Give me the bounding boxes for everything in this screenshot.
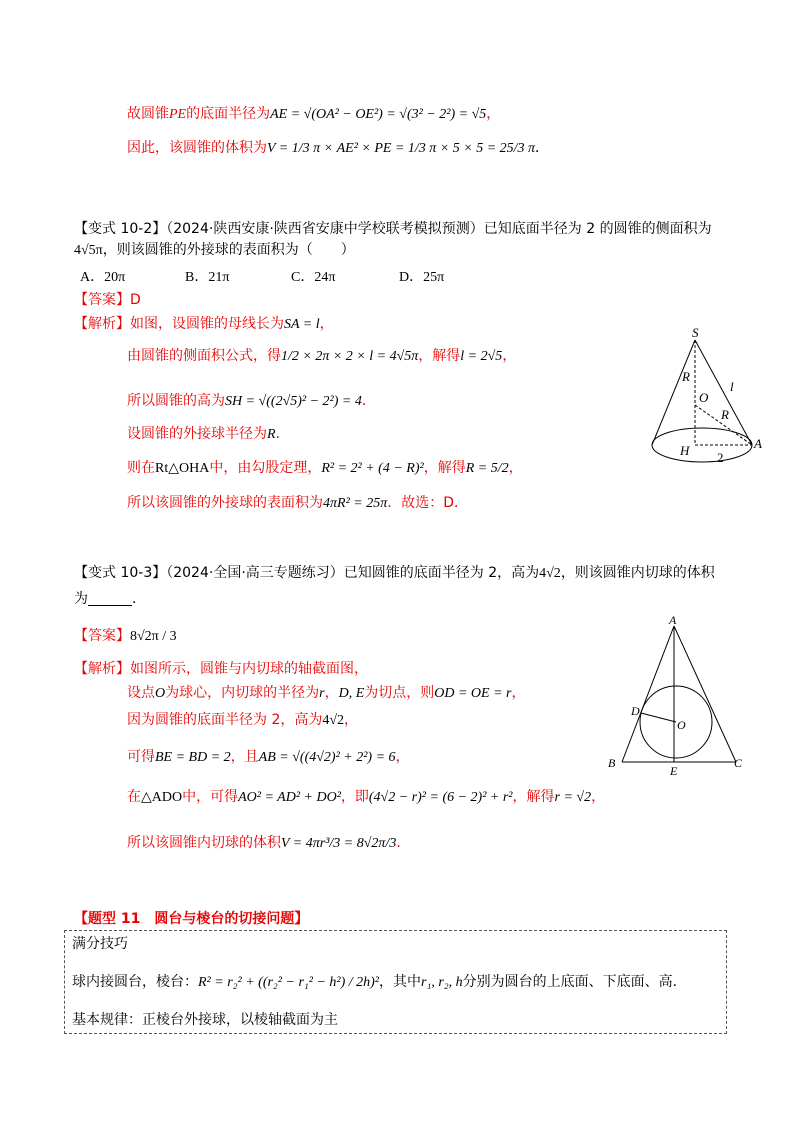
- label-e: E: [670, 764, 678, 778]
- option-b[interactable]: B．21π: [185, 270, 230, 285]
- conclusion-radius-line: 故圆锥PE的底面半径为AE = √(OA² − OE²) = √(3² − 2²) = √5，: [127, 106, 501, 122]
- v103-analysis-1: 【解析】如图所示，圆锥与内切球的轴截面图，: [74, 661, 368, 677]
- label-o: O: [677, 718, 686, 732]
- cone-circumsphere-figure: [630, 325, 770, 485]
- v102-analysis-4: 设圆锥的外接球半径为R．: [127, 426, 290, 442]
- v103-analysis-3: 因为圆锥的底面半径为 2，高为4√2，: [127, 712, 359, 728]
- label-2: 2: [717, 450, 724, 465]
- option-a[interactable]: A．20π: [80, 270, 126, 285]
- text: 因此，该圆锥的体积为: [127, 140, 267, 156]
- label-l: l: [730, 379, 734, 394]
- v102-source: （2024·陕西安康·陕西省安康中学校联考模拟预测）: [166, 221, 484, 237]
- v103-answer: 【答案】8√2π / 3: [74, 628, 177, 644]
- v103-stem-line2: 为 ．: [74, 591, 146, 607]
- conclusion-volume-line: 因此，该圆锥的体积为V = 1/3 π × AE² × PE = 1/3 π × 5 × 5 = 25/3 π．: [127, 140, 550, 156]
- math-volume-formula: V = 1/3 π × AE² × PE = 1/3 π × 5 × 5 = 25/3 π: [267, 141, 536, 156]
- v103-analysis-2: 设点O为球心，内切球的半径为r，D, E为切点，则OD = OE = r，: [127, 685, 526, 701]
- option-d[interactable]: D．25π: [399, 270, 445, 285]
- v102-analysis-3: 所以圆锥的高为SH = √((2√5)² − 2²) = 4．: [127, 393, 376, 409]
- label-a: A: [754, 436, 762, 451]
- v103-analysis-4: 可得BE = BD = 2，且AB = √((4√2)² + 2²) = 6，: [127, 749, 410, 765]
- math-pe: PE: [169, 107, 187, 122]
- tips-line2: 基本规律：正棱台外接球，以棱轴截面为主: [72, 1012, 338, 1028]
- text: 故圆锥: [127, 106, 169, 122]
- v102-stem-line2: [74, 240, 355, 261]
- v102-stem-line1: [74, 219, 712, 239]
- v102-analysis-5: 则在Rt△OHA中，由勾股定理，R² = 2² + (4 − R)²，解得R = 5/2，: [127, 460, 523, 476]
- label-d: D: [631, 704, 640, 718]
- v103-stem-line1: 【变式 10-3】（2024·全国·高三专题练习）已知圆锥的底面半径为 2，高为4√2，则该圆锥内切球的体积: [74, 565, 715, 581]
- label-s: S: [692, 325, 699, 340]
- v103-analysis-5: 在△ADO中，可得AO² = AD² + DO²，即(4√2 − r)² = (6 − 2)² + r²，解得r = √2，: [127, 789, 606, 805]
- analysis-label: 【解析】: [74, 316, 130, 332]
- text: 的底面半径为: [186, 106, 271, 122]
- answer-value: D: [130, 292, 141, 308]
- answer-math: 8√2π / 3: [130, 629, 177, 644]
- tips-line1: 球内接圆台，棱台：R² = r₂² + ((r₂² − r₁² − h²) / 2h)²，其中r₁, r₂, h分别为圆台的上底面、下底面、高．: [72, 974, 687, 990]
- answer-blank[interactable]: [88, 591, 132, 606]
- type11-title: 【题型 11 圆台与棱台的切接问题】: [74, 911, 309, 927]
- label-h: H: [680, 443, 690, 458]
- v102-stem2: ，则该圆锥的外接球的表面积为（ ）: [102, 242, 355, 258]
- math-lateral-area: 4√5π: [74, 243, 103, 258]
- label-a: A: [669, 613, 677, 627]
- v102-stem: 已知底面半径为 2 的圆锥的侧面积为: [483, 221, 712, 237]
- label-o: O: [699, 390, 709, 405]
- v102-analysis-2: 由圆锥的侧面积公式，得1/2 × 2π × 2 × l = 4√5π，解得l = 2√5，: [127, 348, 517, 364]
- label-r1: R: [682, 369, 690, 384]
- math-ae-formula: AE = √(OA² − OE²) = √(3² − 2²) = √5: [270, 107, 487, 122]
- label-r2: R: [721, 407, 729, 422]
- math-sphere-radius: R² = r₂² + ((r₂² − r₁² − h²) / 2h)²: [198, 975, 380, 990]
- label-c: C: [734, 756, 743, 770]
- cone-inscribed-sphere-figure: [600, 612, 750, 782]
- label-b: B: [608, 756, 616, 770]
- v103-analysis-6: 所以该圆锥内切球的体积V = 4πr³/3 = 8√2π/3．: [127, 835, 411, 851]
- option-c[interactable]: C．24π: [291, 270, 336, 285]
- v102-analysis-1: 【解析】如图，设圆锥的母线长为SA = l，: [74, 316, 334, 332]
- answer-label: 【答案】: [74, 292, 130, 308]
- v102-analysis-6: 所以该圆锥的外接球的表面积为4πR² = 25π．故选：D．: [127, 495, 469, 511]
- v102-answer: [74, 290, 141, 310]
- tips-title: 满分技巧: [72, 936, 128, 952]
- v102-tag: 【变式 10-2】: [74, 221, 167, 237]
